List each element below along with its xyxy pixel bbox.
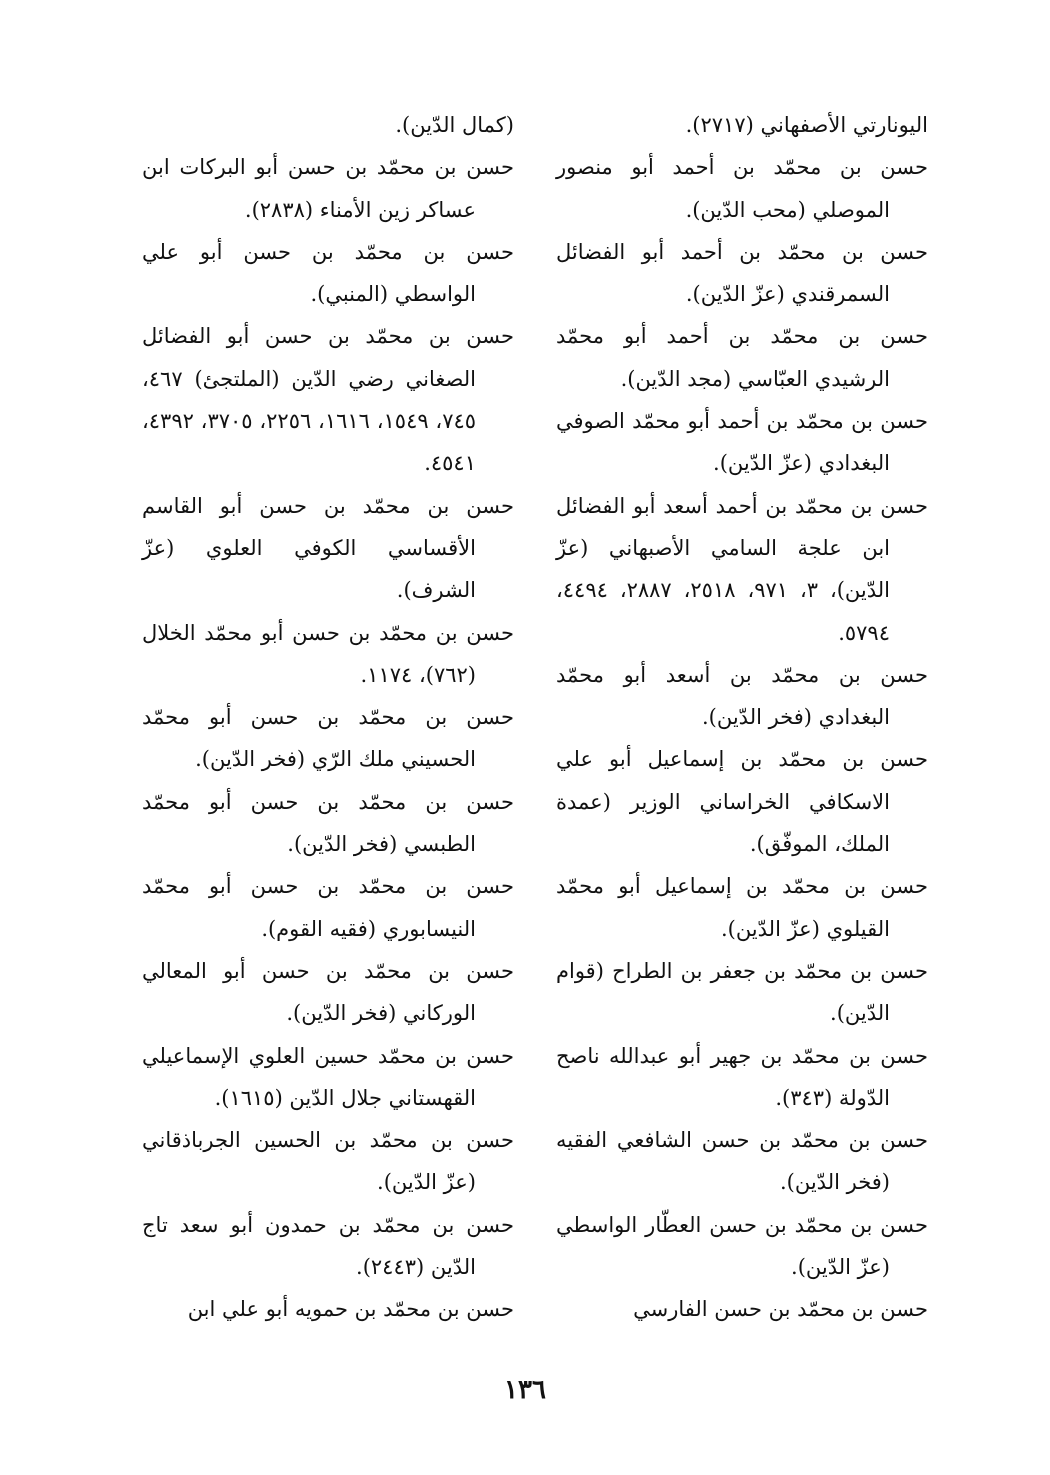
index-entry: حسن بن محمّد بن حسن أبو الفضائل الصغاني رضي الدّين (الملتجئ) ٤٦٧، ٧٤٥، ١٥٤٩، ١٦١٦، ٢٢٥٦، ٣٧٠٥، ٤٣٩٢، ٤٥٤١. [142,324,514,476]
index-entry: حسن بن محمّد بن حسن أبو المعالي الوركاني (فخر الدّين). [142,958,514,1026]
index-entry: حسن بن محمّد بن أسعد أبو محمّد البغدادي (فخر الدّين). [556,662,928,730]
right-column [556,104,928,1331]
index-entry: حسن بن محمّد حسين العلوي الإسماعيلي القهستاني جلال الدّين (١٦١٥). [142,1043,514,1110]
index-entry: حسن بن محمّد بن جهير أبو عبدالله ناصح الدّولة (٣٤٣). [556,1043,928,1110]
index-entry: حسن بن محمّد بن حسن أبو علي الواسطي (المنبي). [142,239,514,307]
index-entry: حسن بن محمّد بن جعفر بن الطراح (قوام الدّين). [556,958,928,1026]
left-column [142,104,514,1331]
index-entry: حسن بن محمّد بن أحمد أسعد أبو الفضائل ابن علجة السامي الأصبهاني (عزّ الدّين)، ٣، ٩٧١، ٢٥١٨، ٢٨٨٧، ٤٤٩٤، ٥٧٩٤. [556,493,928,645]
index-entry: حسن بن محمّد بن أحمد أبو الفضائل السمرقندي (عزّ الدّين). [556,239,928,307]
index-entry: حسن بن محمّد بن حسن أبو محمّد الحسيني ملك الرّي (فخر الدّين). [142,705,514,772]
index-entry: حسن بن محمّد بن أحمد أبو منصور الموصلي (محب الدّين). [556,155,928,222]
index-entry: حسن بن محمّد بن حسن الشافعي الفقيه (فخر الدّين). [556,1128,928,1195]
index-entry: حسن بن محمّد بن حسن الفارسي [633,1297,928,1322]
index-entry: حسن بن محمّد بن حسن أبو محمّد الطبسي (فخر الدّين). [142,789,514,857]
index-entry: حسن بن محمّد بن أحمد أبو محمّد الرشيدي العبّاسي (مجد الدّين). [556,324,928,391]
index-entry: (كمال الدّين). [395,113,514,137]
index-entry: حسن بن محمّد بن أحمد أبو محمّد الصوفي البغدادي (عزّ الدّين). [556,409,928,476]
index-entry: حسن بن محمّد بن حمويه أبو علي ابن [187,1297,514,1322]
index-entry: حسن بن محمّد بن حسن أبو محمّد النيسابوري (فقيه القوم). [142,874,514,941]
page-number: ١٣٦ [504,1375,546,1405]
index-entry: اليونارتي الأصفهاني (٢٧١٧). [685,113,928,137]
index-entry: حسن بن محمّد بن الحسين الجرباذقاني (عزّ الدّين). [142,1128,514,1195]
index-entry: حسن بن محمّد بن حسن أبو البركات ابن عساكر زين الأمناء (٢٨٣٨). [142,155,514,222]
index-entry: حسن بن محمّد بن حسن العطّار الواسطي (عزّ الدّين). [556,1212,928,1280]
index-entry: حسن بن محمّد بن حسن أبو القاسم الأقساسي الكوفي العلوي (عزّ الشرف). [142,493,514,603]
index-entry: حسن بن محمّد بن إسماعيل أبو علي الاسكافي الخراساني الوزير (عمدة الملك، الموفّق). [556,747,928,857]
index-entry: حسن بن محمّد بن حسن أبو محمّد الخلال (٧٦٢)، ١١٧٤. [142,620,514,687]
index-entry: حسن بن محمّد بن حمدون أبو سعد تاج الدّين (٢٤٤٣). [142,1212,514,1280]
index-entry: حسن بن محمّد بن إسماعيل أبو محمّد القيلوي (عزّ الدّين). [556,874,928,941]
